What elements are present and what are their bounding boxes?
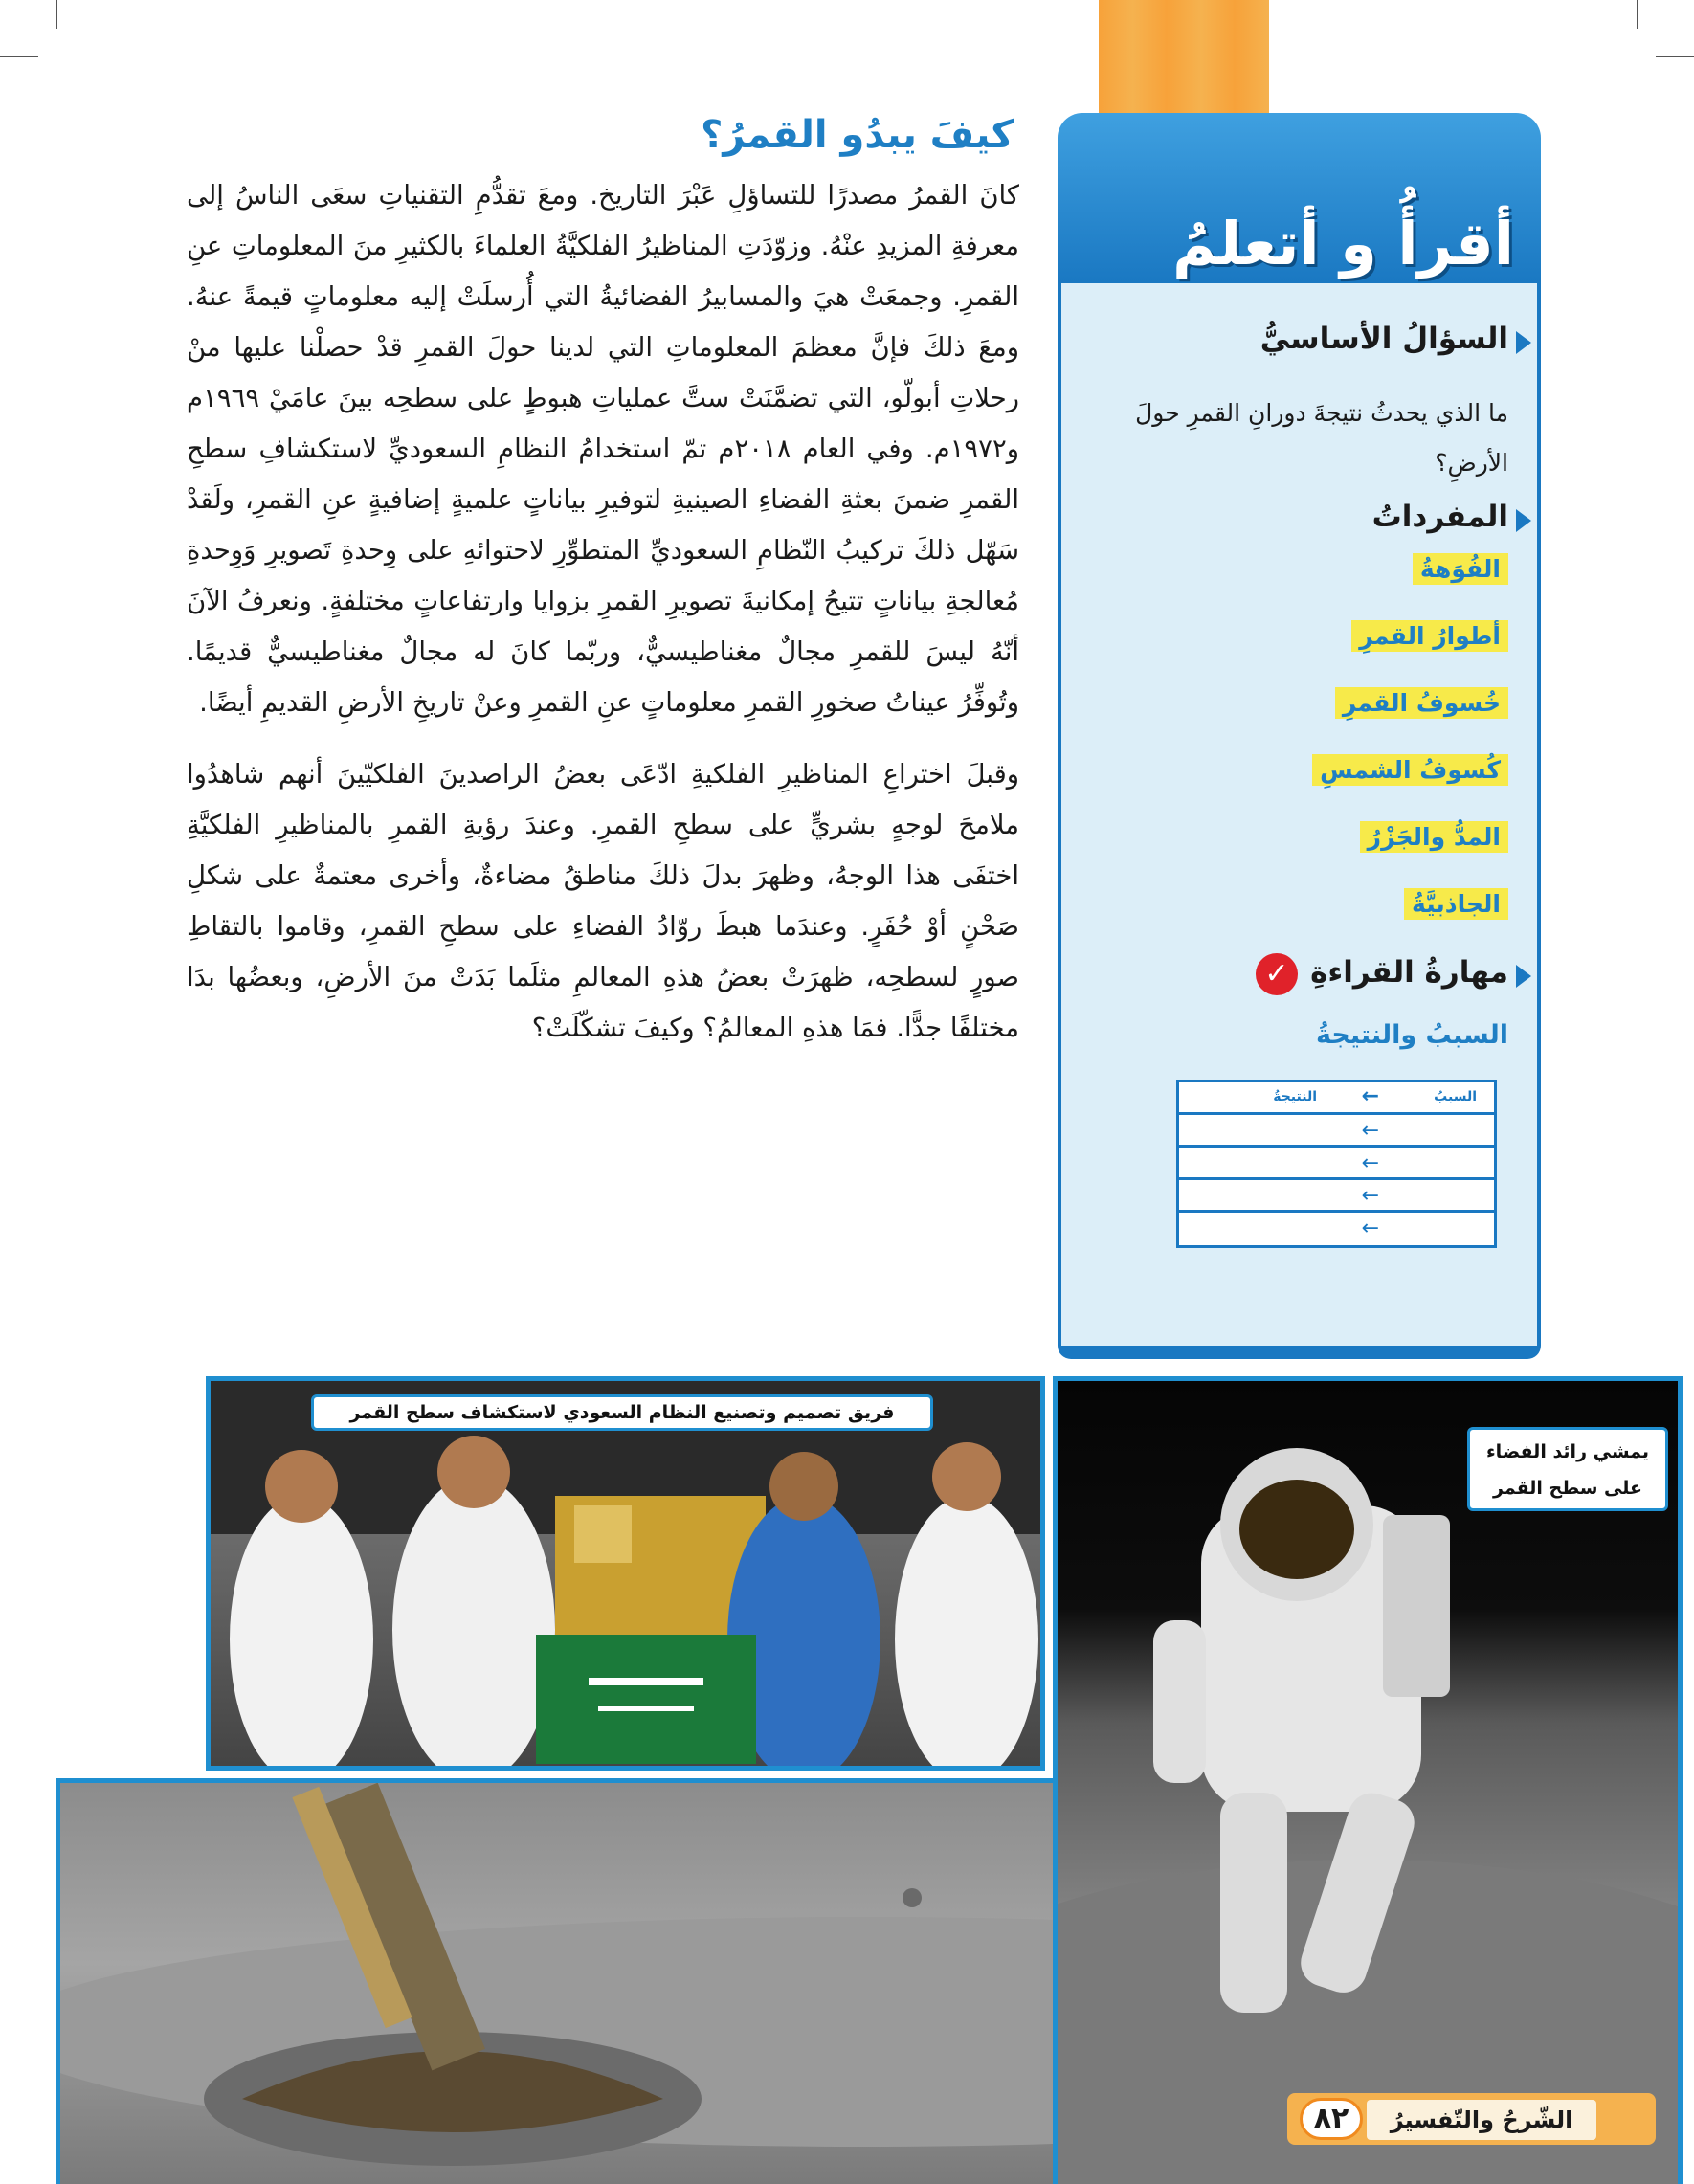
flag-sword [598, 1706, 694, 1711]
instrument-panel [574, 1505, 632, 1563]
article-paragraph: وقبلَ اختراعِ المناظيرِ الفلكيةِ ادّعَى بعضُ الراصدينَ الفلكيّينَ أنهم شاهدُوا ملامحَ لوجهٍ بشريٍّ على سطحِ القمرِ. وعندَ رؤيةِ القمرِ بالمناظيرِ الفلكيَّةِ اختفَى هذا الوجهُ، وظهرَ بدلَ ذلكَ مناطقُ مضاءةٌ، وأخرى معتمةٌ على شكلِ صَحْنٍ أوْ حُفَرٍ. وعندَما هبطَ روّادُ الفضاءِ على سطحِ القمرِ، وقاموا بالتقاطِ صورٍ لسطحِه، ظهرَتْ بعضُ هذهِ المعالمِ مثلَما بَدَتْ منَ الأرضِ، وبعضُها بدَا مختلفًا جدًّا. فمَا هذهِ المعالمُ؟ وكيفَ تشكّلَتْ؟ [187, 759, 1019, 1043]
vocabulary-heading: المفرداتُ [1372, 500, 1537, 534]
crop-mark [1656, 56, 1694, 57]
page-title: كيفَ يبدُو القمرُ؟ [701, 113, 1014, 157]
astronaut-caption [1467, 1427, 1668, 1511]
vocab-item: المدُّ والجَزْرُ [1360, 821, 1508, 853]
read-and-learn-panel [1058, 283, 1541, 1359]
astronaut-arm [1153, 1620, 1206, 1783]
main-article [187, 113, 1019, 1054]
effect-header: النتيجةُ [1273, 1089, 1317, 1104]
caption-line: على سطح القمر [1493, 1478, 1642, 1499]
cause-effect-organizer [1176, 1080, 1497, 1248]
checkmark-icon: ✓ [1256, 953, 1298, 995]
team-illustration [211, 1381, 1040, 1766]
vocab-item: خُسوفُ القمرِ [1335, 687, 1508, 719]
essential-question: ما الذي يحدثُ نتيجةَ دورانِ القمرِ حولَ الأرضِ؟ [1135, 399, 1508, 477]
scientist [230, 1496, 373, 1766]
vocab-item: كُسوفُ الشمسِ [1312, 754, 1508, 786]
reading-skill-heading: مهارةُ القراءةِ [1310, 955, 1537, 990]
organizer-header-row [1179, 1082, 1494, 1115]
scientist-face [769, 1452, 838, 1521]
arrow-left-icon: ← [1361, 1151, 1379, 1175]
crater [903, 1888, 922, 1907]
page-number: ٨٢ [1300, 2098, 1363, 2140]
article-paragraph: كانَ القمرُ مصدرًا للتساؤلِ عَبْرَ التاريخ. ومعَ تقدُّمِ التقنياتِ سعَى الناسُ إلى معرفةِ المزيدِ عنْهُ. وزوّدَتِ المناظيرُ الفلكيَّةُ العلماءَ بالكثيرِ منَ المعلوماتِ عنِ القمرِ. وجمعَتْ هيَ والمسابيرُ الفضائيةُ التي أُرسلَتْ إليه معلوماتٍ قيمةً عنهُ. ومعَ ذلكَ فإنَّ معظمَ المعلوماتِ التي لدينا حولَ القمرِ قدْ حصلْنا عليها منْ رحلاتِ أبولّو، التي تضمَّنَتْ ستَّ عملياتِ هبوطٍ على سطحِه بينَ عامَيْ ١٩٦٩م و١٩٧٢م. وفي العام ٢٠١٨م تمّ استخدامُ النظامِ السعوديِّ لاستكشافِ سطحِ القمرِ ضمنَ بعثةِ الفضاءِ الصينيةِ لتوفيرِ بياناتٍ علميةٍ إضافيةٍ عنِ القمرِ، ولَقدْ سَهّل ذلكَ تركيبُ النّظامِ السعوديِّ المتطوِّرِ لاحتوائهِ على وِحدةِ تَصويرِ وَوِحدةِ مُعالجةِ بياناتٍ تتيحُ إمكانيةَ تصويرِ القمرِ بزوايا وارتفاعاتٍ مختلفةٍ. ونعرفُ الآنَ أنّهُ ليسَ للقمرِ مجالٌ مغناطيسيٌّ، وربّما كانَ له مجالٌ مغناطيسيٌّ قديمًا. وتُوفِّرُ عيناتُ صخورِ القمرِ معلوماتٍ عنِ القمرِ وعنْ تاريخِ الأرضِ القديمِ أيضًا. [187, 180, 1020, 718]
arrow-left-icon: ← [1361, 1119, 1379, 1143]
vocab-item: الفُوَهةُ [1413, 553, 1508, 585]
astronaut-photo [1053, 1376, 1683, 2184]
crop-mark [0, 56, 38, 57]
scientist-face [437, 1436, 510, 1508]
reading-skill-name: السببُ والنتيجةُ [1316, 1020, 1508, 1050]
helmet-visor [1239, 1480, 1354, 1579]
footer-section-label: الشّرحُ والتّفسيرُ [1367, 2100, 1596, 2140]
organizer-row [1179, 1180, 1494, 1213]
vocab-item: أطوارُ القمرِ [1351, 620, 1508, 652]
life-support-pack [1383, 1515, 1450, 1697]
cause-header: السببُ [1434, 1089, 1477, 1104]
vocab-item: الجاذبيَّةُ [1404, 888, 1508, 920]
saudi-flag [536, 1635, 756, 1764]
astronaut-leg [1220, 1793, 1287, 2013]
essential-question-heading: السؤالُ الأساسيُّ [1260, 322, 1537, 356]
organizer-row [1179, 1148, 1494, 1180]
arrow-left-icon: ← [1361, 1084, 1379, 1108]
crop-mark [1637, 0, 1638, 29]
saudi-team-photo [206, 1376, 1045, 1771]
panel-header [1058, 113, 1541, 283]
scientist-face [265, 1450, 338, 1523]
flag-inscription [589, 1678, 703, 1685]
organizer-row [1179, 1115, 1494, 1148]
caption-line: يمشي رائد الفضاء [1485, 1441, 1650, 1462]
arrow-left-icon: ← [1361, 1216, 1379, 1240]
team-photo-caption: فريق تصميم وتصنيع النظام السعودي لاستكشاف سطح القمر [311, 1394, 933, 1431]
scientist [895, 1496, 1038, 1766]
organizer-row [1179, 1213, 1494, 1245]
panel-title: أقرأُ و أتعلمُ [1172, 209, 1514, 279]
crop-mark [56, 0, 57, 29]
scientist-face [932, 1442, 1001, 1511]
arrow-left-icon: ← [1361, 1184, 1379, 1208]
